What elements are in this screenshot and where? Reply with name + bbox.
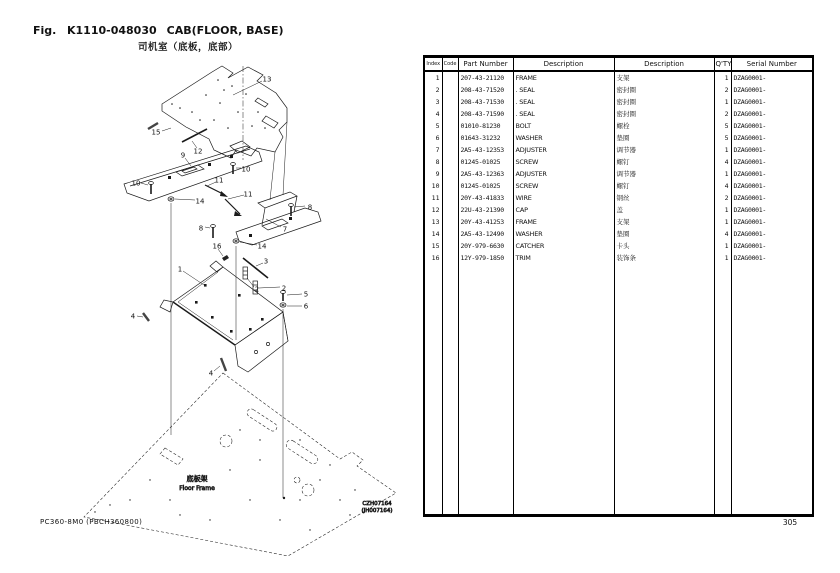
callout-7: 7 bbox=[282, 225, 288, 234]
table-row bbox=[424, 96, 813, 108]
cell-index: 7 bbox=[424, 144, 442, 156]
callout-5: 5 bbox=[303, 290, 309, 299]
cell-code bbox=[442, 71, 458, 84]
cell-code bbox=[442, 240, 458, 252]
callout-4: 4 bbox=[208, 369, 214, 378]
floor-frame-dots bbox=[94, 429, 355, 530]
cell-empty bbox=[458, 264, 513, 516]
cell-code bbox=[442, 156, 458, 168]
cell-qty: 1 bbox=[714, 168, 731, 180]
cell-desc-cn: 密封圈 bbox=[614, 84, 714, 96]
cell-desc-cn: 钢丝 bbox=[614, 192, 714, 204]
col-header-part-number: Part Number bbox=[458, 57, 513, 72]
wire-arrows bbox=[205, 185, 242, 216]
table-row bbox=[424, 252, 813, 264]
cell-part-number: 01245-01025 bbox=[458, 180, 513, 192]
callout-11: 11 bbox=[214, 176, 224, 185]
cell-desc-en: CAP bbox=[513, 204, 614, 216]
cell-qty: 1 bbox=[714, 96, 731, 108]
bracket-frame bbox=[160, 261, 288, 372]
plate-holes bbox=[171, 79, 266, 129]
cell-desc-cn: 装饰条 bbox=[614, 252, 714, 264]
callout-8: 8 bbox=[198, 224, 204, 233]
cell-serial: DZAG0001- bbox=[731, 216, 813, 228]
cell-index: 10 bbox=[424, 180, 442, 192]
table-row bbox=[424, 120, 813, 132]
cell-qty: 5 bbox=[714, 132, 731, 144]
cell-desc-cn: 垫圈 bbox=[614, 132, 714, 144]
cell-qty: 5 bbox=[714, 120, 731, 132]
fig-label: Fig. bbox=[33, 24, 57, 37]
cell-part-number: 01010-81230 bbox=[458, 120, 513, 132]
table-row bbox=[424, 180, 813, 192]
cell-desc-en: WIRE bbox=[513, 192, 614, 204]
table-row bbox=[424, 144, 813, 156]
cell-part-number: 12Y-979-1850 bbox=[458, 252, 513, 264]
callout-14: 14 bbox=[257, 242, 267, 251]
cell-part-number: 2A5-43-12490 bbox=[458, 228, 513, 240]
table-row bbox=[424, 192, 813, 204]
col-header-qty: Q'TY bbox=[714, 57, 731, 72]
cell-desc-en: SCREW bbox=[513, 156, 614, 168]
cell-desc-en: WASHER bbox=[513, 228, 614, 240]
cell-serial: DZAG0001- bbox=[731, 192, 813, 204]
cell-part-number: 2A5-43-12363 bbox=[458, 168, 513, 180]
callout-15: 15 bbox=[151, 128, 161, 137]
cell-desc-cn: 螺栓 bbox=[614, 120, 714, 132]
callout-9: 9 bbox=[180, 151, 186, 160]
cell-desc-cn: 密封圈 bbox=[614, 108, 714, 120]
callout-16: 16 bbox=[212, 242, 222, 251]
cell-desc-en: FRAME bbox=[513, 216, 614, 228]
callout-10: 10 bbox=[131, 179, 141, 188]
cell-part-number: 01245-01025 bbox=[458, 156, 513, 168]
cell-qty: 4 bbox=[714, 156, 731, 168]
table-row bbox=[424, 228, 813, 240]
cell-code bbox=[442, 132, 458, 144]
cell-desc-en: FRAME bbox=[513, 71, 614, 84]
cell-index: 14 bbox=[424, 228, 442, 240]
cell-code bbox=[442, 192, 458, 204]
cell-qty: 1 bbox=[714, 204, 731, 216]
floor-frame-label-en: Floor Frame bbox=[179, 485, 215, 492]
parts-table-wrap bbox=[423, 55, 813, 517]
cell-index: 5 bbox=[424, 120, 442, 132]
cell-desc-cn: 盖 bbox=[614, 204, 714, 216]
cell-desc-cn: 支架 bbox=[614, 71, 714, 84]
cell-desc-en: TRIM bbox=[513, 252, 614, 264]
cell-desc-cn: 调节器 bbox=[614, 144, 714, 156]
cell-serial: DZAG0001- bbox=[731, 120, 813, 132]
cell-qty: 2 bbox=[714, 84, 731, 96]
table-row bbox=[424, 132, 813, 144]
callout-4: 4 bbox=[130, 312, 136, 321]
cell-part-number: 207-43-21120 bbox=[458, 71, 513, 84]
cell-qty: 2 bbox=[714, 108, 731, 120]
table-header-row bbox=[424, 57, 813, 72]
table-row bbox=[424, 240, 813, 252]
cell-desc-cn: 垫圈 bbox=[614, 228, 714, 240]
cell-desc-cn: 螺钉 bbox=[614, 156, 714, 168]
cell-desc-en: WASHER bbox=[513, 132, 614, 144]
footer-model: PC360-8M0 (PBCH360800) bbox=[40, 518, 143, 526]
cell-empty bbox=[614, 264, 714, 516]
cell-code bbox=[442, 96, 458, 108]
cell-code bbox=[442, 84, 458, 96]
table-row bbox=[424, 216, 813, 228]
cell-code bbox=[442, 204, 458, 216]
cell-empty bbox=[731, 264, 813, 516]
col-header-description-cn: Description bbox=[614, 57, 714, 72]
cell-qty: 1 bbox=[714, 240, 731, 252]
cell-desc-en: . SEAL bbox=[513, 108, 614, 120]
cell-serial: DZAG0001- bbox=[731, 204, 813, 216]
cell-code bbox=[442, 168, 458, 180]
table-filler-row bbox=[424, 264, 813, 516]
cell-index: 12 bbox=[424, 204, 442, 216]
cell-serial: DZAG0001- bbox=[731, 156, 813, 168]
title-cn: 司机室（底板，底部） bbox=[138, 42, 239, 53]
cell-empty bbox=[714, 264, 731, 516]
cell-desc-en: CATCHER bbox=[513, 240, 614, 252]
cell-empty bbox=[442, 264, 458, 516]
ref-code: CZH07164 bbox=[362, 501, 392, 507]
table-row bbox=[424, 168, 813, 180]
cell-index: 3 bbox=[424, 96, 442, 108]
cell-serial: DZAG0001- bbox=[731, 96, 813, 108]
cell-index: 13 bbox=[424, 216, 442, 228]
cell-qty: 1 bbox=[714, 71, 731, 84]
cell-desc-en: . SEAL bbox=[513, 96, 614, 108]
floor-frame-outline bbox=[84, 373, 396, 556]
callout-2: 2 bbox=[254, 285, 260, 294]
cell-index: 4 bbox=[424, 108, 442, 120]
title-en: CAB(FLOOR, BASE) bbox=[166, 24, 284, 37]
cell-index: 16 bbox=[424, 252, 442, 264]
callout-8: 8 bbox=[307, 203, 313, 212]
cell-code bbox=[442, 228, 458, 240]
callout-12: 12 bbox=[193, 147, 203, 156]
cell-empty bbox=[513, 264, 614, 516]
cell-index: 15 bbox=[424, 240, 442, 252]
cell-code bbox=[442, 144, 458, 156]
cell-part-number: 01643-31232 bbox=[458, 132, 513, 144]
cell-serial: DZAG0001- bbox=[731, 84, 813, 96]
cell-desc-en: ADJUSTER bbox=[513, 144, 614, 156]
callout-14: 14 bbox=[195, 197, 205, 206]
cell-code bbox=[442, 252, 458, 264]
cell-serial: DZAG0001- bbox=[731, 132, 813, 144]
cell-desc-en: . SEAL bbox=[513, 84, 614, 96]
cell-desc-en: ADJUSTER bbox=[513, 168, 614, 180]
cell-qty: 2 bbox=[714, 192, 731, 204]
cell-code bbox=[442, 120, 458, 132]
cell-empty bbox=[424, 264, 442, 516]
cell-index: 1 bbox=[424, 71, 442, 84]
cell-index: 11 bbox=[424, 192, 442, 204]
cell-code bbox=[442, 180, 458, 192]
cell-serial: DZAG0001- bbox=[731, 180, 813, 192]
cell-index: 9 bbox=[424, 168, 442, 180]
table-row bbox=[424, 84, 813, 96]
col-header-serial-number: Serial Number bbox=[731, 57, 813, 72]
cell-serial: DZAG0001- bbox=[731, 168, 813, 180]
callout-13: 13 bbox=[262, 75, 272, 84]
cell-qty: 4 bbox=[714, 228, 731, 240]
callout-10: 10 bbox=[241, 165, 251, 174]
cell-serial: DZAG0001- bbox=[731, 240, 813, 252]
cell-serial: DZAG0001- bbox=[731, 108, 813, 120]
cell-part-number: 20Y-979-6630 bbox=[458, 240, 513, 252]
cell-desc-cn: 支架 bbox=[614, 216, 714, 228]
cell-serial: DZAG0001- bbox=[731, 228, 813, 240]
callout-2: 2 bbox=[281, 284, 287, 293]
cell-part-number: 208-43-71590 bbox=[458, 108, 513, 120]
col-header-code: Code bbox=[442, 57, 458, 72]
cell-desc-en: BOLT bbox=[513, 120, 614, 132]
cell-qty: 1 bbox=[714, 252, 731, 264]
right-adjuster-rail bbox=[236, 192, 321, 245]
cell-desc-cn: 密封圈 bbox=[614, 96, 714, 108]
cell-part-number: 208-43-71530 bbox=[458, 96, 513, 108]
cell-index: 6 bbox=[424, 132, 442, 144]
callout-11: 11 bbox=[243, 190, 253, 199]
cell-index: 2 bbox=[424, 84, 442, 96]
cell-code bbox=[442, 108, 458, 120]
cell-part-number: 2A5-43-12353 bbox=[458, 144, 513, 156]
ref-code-2: (JH007164) bbox=[361, 508, 393, 514]
col-header-description-en: Description bbox=[513, 57, 614, 72]
washer-glyphs bbox=[168, 197, 286, 307]
callout-1: 1 bbox=[177, 265, 183, 274]
table-row bbox=[424, 204, 813, 216]
cell-part-number: 208-43-71520 bbox=[458, 84, 513, 96]
cell-qty: 4 bbox=[714, 180, 731, 192]
cell-serial: DZAG0001- bbox=[731, 71, 813, 84]
col-header-index: Index bbox=[424, 57, 442, 72]
page-number: 305 bbox=[782, 518, 798, 527]
construction-lines bbox=[171, 122, 287, 498]
table-row bbox=[424, 156, 813, 168]
cell-desc-cn: 螺钉 bbox=[614, 180, 714, 192]
cell-part-number: 20Y-43-41833 bbox=[458, 192, 513, 204]
cell-qty: 1 bbox=[714, 144, 731, 156]
cell-desc-cn: 调节器 bbox=[614, 168, 714, 180]
callout-3: 3 bbox=[263, 257, 269, 266]
table-row bbox=[424, 71, 813, 84]
cell-qty: 1 bbox=[714, 216, 731, 228]
fig-number: K1110-048030 bbox=[67, 24, 157, 37]
cell-part-number: 22U-43-21390 bbox=[458, 204, 513, 216]
cell-index: 8 bbox=[424, 156, 442, 168]
cell-serial: DZAG0001- bbox=[731, 252, 813, 264]
cell-desc-cn: 卡头 bbox=[614, 240, 714, 252]
parts-table bbox=[423, 55, 814, 517]
cell-desc-en: SCREW bbox=[513, 180, 614, 192]
callout-6: 6 bbox=[303, 302, 309, 311]
cell-serial: DZAG0001- bbox=[731, 144, 813, 156]
table-row bbox=[424, 108, 813, 120]
cell-part-number: 20Y-43-41253 bbox=[458, 216, 513, 228]
cell-code bbox=[442, 216, 458, 228]
floor-frame-label-cn: 底板架 bbox=[186, 475, 208, 483]
